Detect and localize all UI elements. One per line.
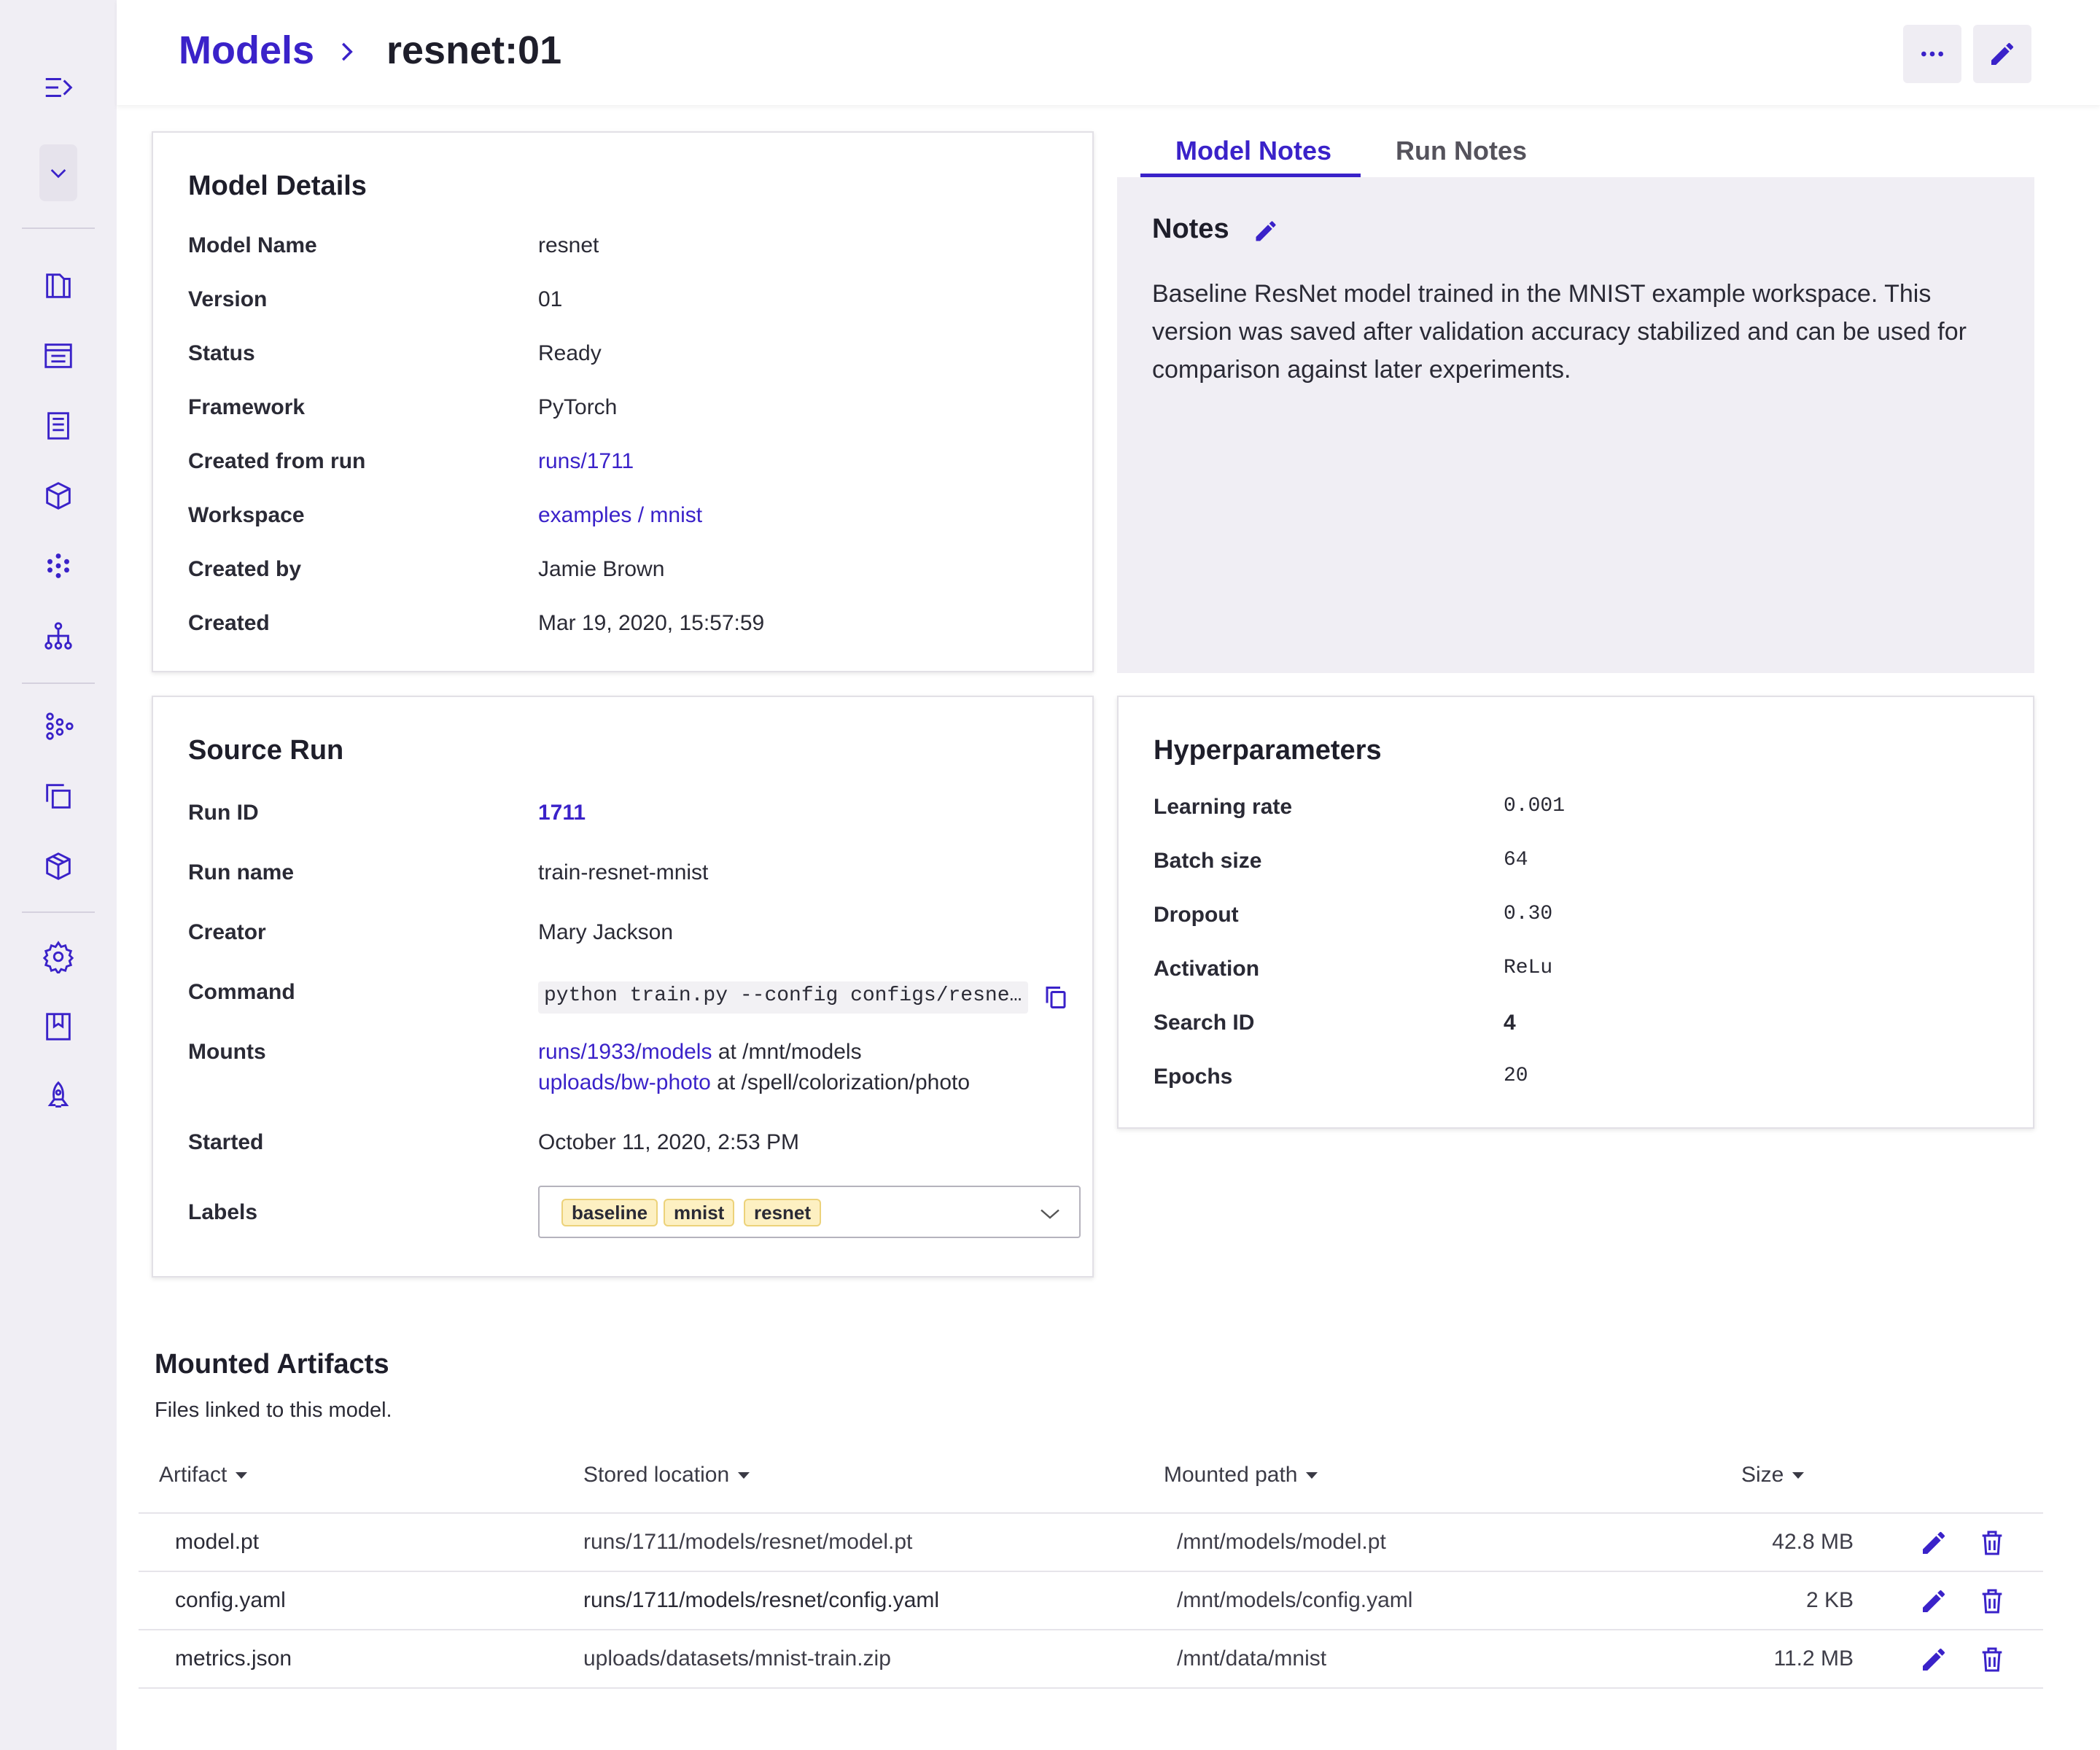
batch-size-value: 64 bbox=[1504, 849, 1528, 871]
edit-model-button[interactable] bbox=[1973, 25, 2031, 83]
notes-body: Baseline ResNet model trained in the MNIST example workspace. This version was saved after validation accuracy stabilized and can be used for comparison against later experiments. bbox=[1152, 280, 1967, 384]
created-from-run-link[interactable]: runs/1711 bbox=[538, 449, 634, 473]
tab-run-notes[interactable]: Run Notes bbox=[1396, 136, 1527, 166]
card-title: Source Run bbox=[188, 735, 344, 766]
labels-select[interactable] bbox=[538, 1186, 1081, 1238]
tab-model-notes[interactable]: Model Notes bbox=[1175, 136, 1332, 166]
stored-location: runs/1711/models/resnet/model.pt bbox=[583, 1530, 913, 1554]
run-id-link[interactable]: 1711 bbox=[538, 801, 586, 825]
creator-value: Mary Jackson bbox=[538, 920, 674, 944]
sort-caret-icon bbox=[738, 1472, 750, 1479]
created-by-value: Jamie Brown bbox=[538, 557, 665, 581]
epochs-value: 20 bbox=[1504, 1065, 1528, 1087]
cube-icon[interactable] bbox=[36, 474, 80, 518]
sort-caret-icon bbox=[1792, 1472, 1804, 1479]
sidebar-divider bbox=[22, 682, 95, 684]
section-title: Mounted Artifacts bbox=[155, 1349, 389, 1380]
dashboard-icon[interactable] bbox=[36, 334, 80, 378]
status-value: Ready bbox=[538, 341, 602, 365]
sidebar bbox=[0, 0, 117, 1750]
column-header-label: Artifact bbox=[159, 1463, 228, 1487]
sort-caret-icon bbox=[1306, 1472, 1318, 1479]
column-header-label: Size bbox=[1741, 1463, 1784, 1487]
framework-label: Framework bbox=[188, 395, 306, 419]
mounted-path: /mnt/data/mnist bbox=[1177, 1646, 1327, 1671]
sidebar-divider bbox=[22, 911, 95, 913]
column-header-label: Mounted path bbox=[1164, 1463, 1298, 1487]
run-name-value: train-resnet-mnist bbox=[538, 860, 709, 884]
learning-rate-label: Learning rate bbox=[1154, 795, 1293, 819]
artifact-size: 2 KB bbox=[1805, 1588, 1854, 1612]
mount-link[interactable]: runs/1933/models bbox=[538, 1040, 712, 1064]
mount-path: at /mnt/models bbox=[712, 1040, 862, 1064]
copy-icon[interactable] bbox=[36, 774, 80, 818]
pencil-icon bbox=[1988, 39, 2017, 69]
mounts-label: Mounts bbox=[188, 1040, 266, 1064]
command-value: python train.py --config configs/resne… bbox=[538, 981, 1028, 1014]
column-header-artifact[interactable] bbox=[159, 1463, 247, 1488]
workspace-link[interactable]: examples / mnist bbox=[538, 503, 703, 527]
labels-label: Labels bbox=[188, 1200, 258, 1224]
started-value: October 11, 2020, 2:53 PM bbox=[538, 1130, 799, 1154]
stored-location: runs/1711/models/resnet/config.yaml bbox=[583, 1588, 940, 1612]
column-header-mounted-path[interactable] bbox=[1164, 1463, 1318, 1488]
activation-label: Activation bbox=[1154, 957, 1260, 981]
run-id-label: Run ID bbox=[188, 801, 259, 825]
chevron-down-icon bbox=[47, 161, 70, 184]
more-horizontal-icon bbox=[1918, 39, 1947, 69]
pencil-icon[interactable] bbox=[1919, 1645, 1948, 1674]
dropout-label: Dropout bbox=[1154, 903, 1239, 927]
artifact-size: 42.8 MB bbox=[1772, 1530, 1854, 1554]
created-by-label: Created by bbox=[188, 557, 302, 581]
stored-location: uploads/datasets/mnist-train.zip bbox=[583, 1646, 891, 1671]
hyperparameters-card bbox=[1117, 696, 2034, 1129]
version-label: Version bbox=[188, 287, 268, 311]
column-header-size[interactable] bbox=[1741, 1463, 1804, 1488]
label-chip[interactable]: baseline bbox=[561, 1199, 658, 1226]
model-name-label: Model Name bbox=[188, 233, 317, 257]
list-icon[interactable] bbox=[36, 404, 80, 448]
top-bar bbox=[117, 0, 2100, 105]
dots-icon[interactable] bbox=[36, 704, 80, 748]
pencil-icon[interactable] bbox=[1919, 1528, 1948, 1558]
package-icon[interactable] bbox=[36, 844, 80, 888]
search-id-label: Search ID bbox=[1154, 1011, 1255, 1035]
learning-rate-value: 0.001 bbox=[1504, 795, 1566, 817]
workspace-label: Workspace bbox=[188, 503, 305, 527]
gear-icon[interactable] bbox=[36, 935, 80, 979]
collapse-menu-icon[interactable] bbox=[36, 66, 80, 109]
rocket-icon[interactable] bbox=[36, 1075, 80, 1119]
pencil-icon[interactable] bbox=[1253, 218, 1279, 244]
artifact-name: metrics.json bbox=[175, 1646, 292, 1671]
mount-item bbox=[538, 1070, 970, 1095]
artifact-name: model.pt bbox=[175, 1530, 260, 1554]
sort-caret-icon bbox=[236, 1472, 247, 1479]
label-chip[interactable]: mnist bbox=[664, 1199, 734, 1226]
model-details-card bbox=[152, 131, 1094, 672]
workspace-dropdown[interactable] bbox=[39, 144, 77, 201]
pencil-icon[interactable] bbox=[1919, 1587, 1948, 1616]
sidebar-divider bbox=[22, 228, 95, 229]
breadcrumb-models-link[interactable]: Models bbox=[179, 28, 315, 72]
trash-icon[interactable] bbox=[1978, 1645, 2007, 1674]
activation-value: ReLu bbox=[1504, 957, 1553, 979]
section-subtitle: Files linked to this model. bbox=[155, 1399, 392, 1422]
column-header-label: Stored location bbox=[583, 1463, 730, 1487]
column-header-stored-location[interactable] bbox=[583, 1463, 750, 1488]
mounted-path: /mnt/models/config.yaml bbox=[1177, 1588, 1413, 1612]
command-label: Command bbox=[188, 980, 295, 1004]
label-chip[interactable]: resnet bbox=[744, 1199, 821, 1226]
artifact-name: config.yaml bbox=[175, 1588, 286, 1612]
mounted-path: /mnt/models/model.pt bbox=[1177, 1530, 1386, 1554]
trash-icon[interactable] bbox=[1978, 1587, 2007, 1616]
framework-value: PyTorch bbox=[538, 395, 618, 419]
status-label: Status bbox=[188, 341, 255, 365]
run-name-label: Run name bbox=[188, 860, 295, 884]
started-label: Started bbox=[188, 1130, 264, 1154]
artifact-size: 11.2 MB bbox=[1773, 1646, 1854, 1671]
version-value: 01 bbox=[538, 287, 563, 311]
notes-title: Notes bbox=[1152, 214, 1229, 244]
mount-path: at /spell/colorization/photo bbox=[710, 1070, 971, 1094]
chevron-down-icon[interactable] bbox=[1037, 1200, 1063, 1226]
book-icon[interactable] bbox=[36, 264, 80, 308]
source-run-card bbox=[152, 696, 1094, 1278]
mount-link[interactable]: uploads/bw-photo bbox=[538, 1070, 711, 1094]
copy-icon[interactable] bbox=[1043, 984, 1069, 1011]
chevron-right-icon bbox=[332, 35, 360, 72]
more-options-button[interactable] bbox=[1903, 25, 1961, 83]
search-id-link[interactable]: 4 bbox=[1504, 1011, 1516, 1035]
page-title: resnet:01 bbox=[386, 28, 562, 72]
model-name-value: resnet bbox=[538, 233, 599, 257]
trash-icon[interactable] bbox=[1978, 1528, 2007, 1558]
table-divider bbox=[139, 1687, 2043, 1689]
table-divider bbox=[139, 1512, 2043, 1514]
notes-panel bbox=[1117, 177, 2034, 673]
cluster-icon[interactable] bbox=[36, 544, 80, 588]
card-title: Hyperparameters bbox=[1154, 735, 1382, 766]
mount-item bbox=[538, 1040, 862, 1065]
bookmark-icon[interactable] bbox=[36, 1005, 80, 1049]
dropout-value: 0.30 bbox=[1504, 903, 1553, 925]
epochs-label: Epochs bbox=[1154, 1065, 1233, 1089]
table-divider bbox=[139, 1629, 2043, 1630]
hierarchy-icon[interactable] bbox=[36, 614, 80, 658]
table-divider bbox=[139, 1571, 2043, 1572]
creator-label: Creator bbox=[188, 920, 266, 944]
created-value: Mar 19, 2020, 15:57:59 bbox=[538, 611, 765, 635]
batch-size-label: Batch size bbox=[1154, 849, 1262, 873]
created-from-run-label: Created from run bbox=[188, 449, 366, 473]
card-title: Model Details bbox=[188, 171, 367, 201]
created-label: Created bbox=[188, 611, 270, 635]
